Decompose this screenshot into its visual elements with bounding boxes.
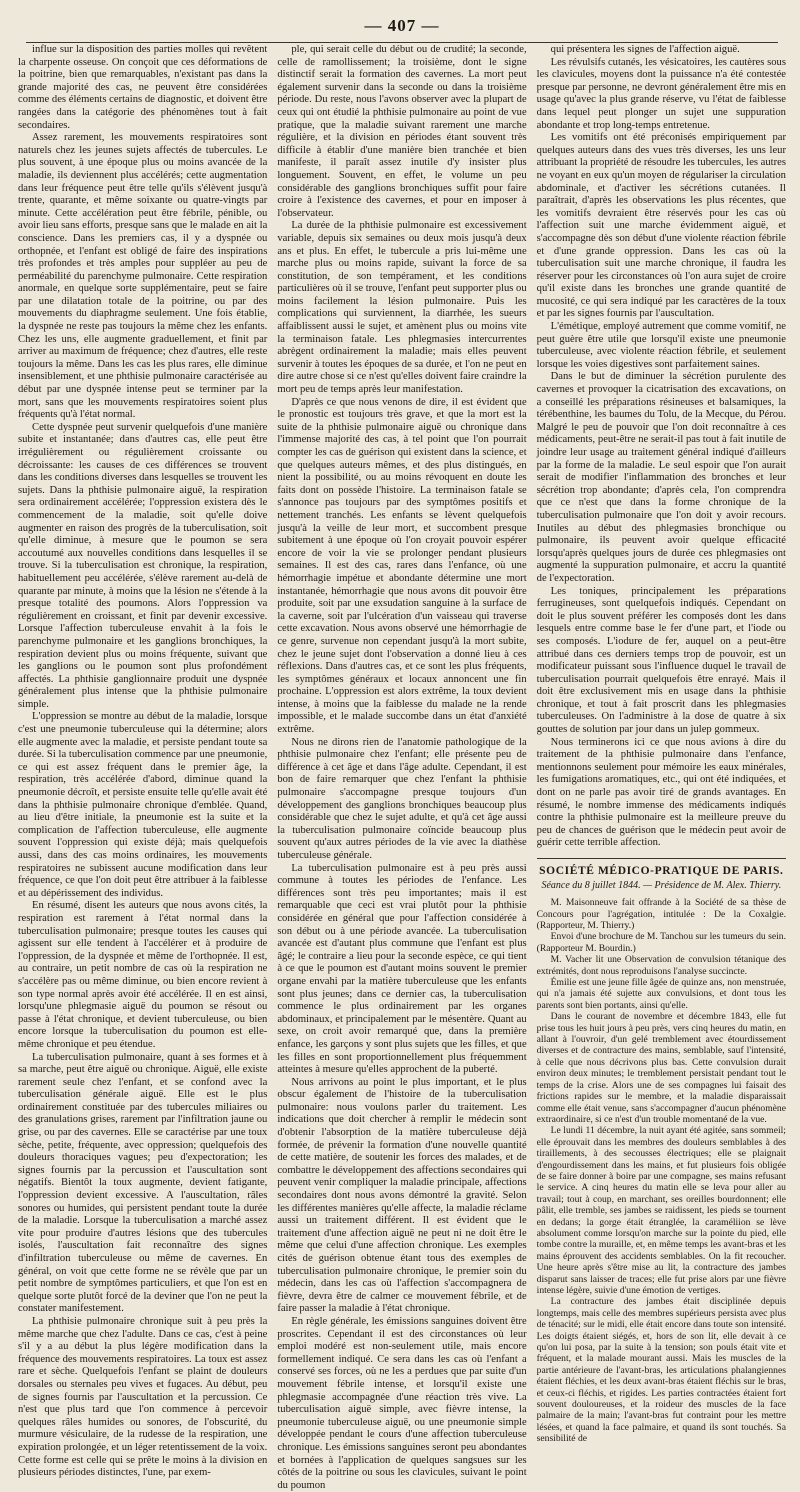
paragraph: En résumé, disent les auteurs que nous avons cités, la respiration est rarement à l'état normal dans la tuberculisation pulmonaire; presque toutes les causes qui agissent sur elle tendent à l'accélérer et à produire de l'oppression, de la dyspnée et même de l'orthopnée. Il est, au contraire, un petit nombre de cas où la respiration ne s'accélère pas ou même diminue, ou bien encore revient à son type normal après avoir été accélérée. Il en est ainsi, lorsqu'une phlegmasie aiguë du poumon se résout ou passe à l'état chronique, et devient tuberculeuse, ou bien encore lorsque la tuberculisation du poumon est elle-même chronique et peu étendue. <box>18 900 268 1050</box>
paragraph: Les vomitifs ont été préconisés empiriquement par quelques auteurs dans des vues très diverses, les uns leur attribuant la propriété de résoudre les tubercules, les autres ne voyant en eux qu'un moyen de régulariser la circulation abdominale, et d'activer les sécrétions cutanées. Il paraîtrait, d'après les observations les plus récentes, que les vomitifs devraient être réservés pour les cas où l'affection suit une marche évidemment aiguë, et s'accompagne dès son début d'une violente réaction fébrile et d'une grande oppression. Dans les cas où la tuberculisation suit une marche chronique, il faudra les réserver pour les circonstances où l'on aura sujet de croire qu'il existe dans les bronches une grande quantité de mucosité, ce qui sera indiqué par les caractères de la toux et par les signes fournis par l'auscultation. <box>536 132 786 320</box>
column-right-body <box>537 44 786 850</box>
paragraph: Les révulsifs cutanés, les vésicatoires, les cautères sous les clavicules, moyens dont la puissance n'a été contestée presque par personne, ne devront généralement être mis en usage qu'avec la plus grande réserve, vu l'état de faiblesse dans lequel peut plonger un sujet une suppuration abondante et trop long-temps entretenue. <box>536 56 786 131</box>
paragraph: Cette dyspnée peut survenir quelquefois d'une manière subite et instantanée; dans d'autres cas, elle peut être irrégulièrement ou régulièrement croissante ou décroissante: les causes de ces différences se trouvent dans les conditions diverses dans lesquelles se trouvent les sujets. Dans la phthisie pulmonaire aiguë, la respiration sera ordinairement accélérée; l'oppression existera dès le commencement de la maladie, soit qu'elle doive augmenter en raison des progrès de la tuberculisation, soit qu'elle diminue, à mesure que le poumon se sera accoutumé aux nouvelles conditions dans lesquelles il se trouve. Si la tuberculisation est chronique, la respiration, habituellement peu accélérée, s'élève rarement au-delà de quarante par minute, à moins que la lésion ne s'étende à la presque totalité des poumons. Alors l'oppression va régulièrement en croissant, et finit par devenir excessive. Lorsque l'affection tuberculeuse envahit à la fois le parenchyme pulmonaire et les ganglions bronchiques, la respiration devient plus ou moins fréquente, suivant que les ganglions ou le poumon sont plus profondément affectés. La phthisie ganglionnaire produit une dyspnée généralement plus intense que la phthisie pulmonaire simple. <box>18 421 268 710</box>
paragraph: L'émétique, employé autrement que comme vomitif, ne peut guère être utile que lorsqu'il existe une pneumonie tuberculeuse, avec violente réaction fébrile, et seulement lorsque les voies digestives sont parfaitement saines. <box>536 321 786 370</box>
paragraph: Dans le but de diminuer la sécrétion purulente des cavernes et provoquer la cicatrisation des excavations, on a conseillé les préparations résineuses et balsamiques, la térébenthine, les baumes du Tolu, de la Mecque, du Pérou. Malgré le peu de pouvoir que l'on doit reconnaître à ces médicaments, peut-être ne serait-il pas tout à fait inutile de joindre leur usage au traitement général indiqué d'ailleurs par la forme de la maladie. Le seul espoir que l'on aurait serait de modifier l'inflammation des bronches et leur sécrétion trop abondante; d'après cela, l'on comprendra que ce n'est que dans la forme chronique de la tuberculisation pulmonaire que l'on doit y avoir recours. Inutiles au début des phlegmasies bronchique ou pulmonaire, ils peuvent avoir quelque efficacité lorsqu'après quelques jours de durée ces phlegmasies ont augmenté la suppuration pulmonaire, et accru la quantité de l'expectoration. <box>536 371 786 584</box>
paragraph: La tuberculisation pulmonaire, quant à ses formes et à sa marche, peut être aiguë ou chronique. Aiguë, elle existe rarement seule chez l'enfant, et se confond avec la tuberculisation générale aiguë. Elle est le plus ordinairement constituée par des tubercules miliaires ou des granulations grises, rarement par l'infiltration jaune ou grise, ou par des cavernes. Elle se caractérise par une toux sèche, petite, fréquente, avec oppression; quelquefois des douleurs thoraciques vagues; peu d'expectoration; les signes fournis par la percussion et l'auscultation sont négatifs. Bientôt la toux augmente, devient fatigante, l'oppression devient excessive. A l'auscultation, râles sonores ou humides, qui persistent pendant toute la durée de la maladie. Lorsque la tuberculisation a marché assez vite pour produire d'autres lésions que des tubercules isolés, l'auscultation fait reconnaître des signes d'infiltration tuberculeuse ou même de cavernes. En général, on voit que cette forme ne se révèle que par un petit nombre de symptômes particuliers, et que l'on est en quelque sorte plutôt forcé de la deviner que l'on ne peut la constater manifestement. <box>18 1051 268 1315</box>
paragraph: Assez rarement, les mouvements respiratoires sont naturels chez les jeunes sujets affectés de tubercules. Le plus souvent, à une époque plus ou moins avancée de la maladie, ils deviennent plus accélérés; cette augmentation dans leur fréquence peut être telle qu'ils s'élèvent jusqu'à trente, quarante, et même soixante ou quatre-vingts par minute. Cette accélération peut être fébrile, pénible, ou avoir lieu sans efforts, presque sans que le malade en ait la conscience. Dans les premiers cas, il y a dyspnée ou orthopnée, et l'enfant est obligé de faire des inspirations très profondes et très amples pour suppléer au peu de perméabilité du parenchyme pulmonaire. Cette respiration anormale, en quelque sorte supplémentaire, peut se faire par une dilatation totale de la poitrine, ou par des mouvements du diaphragme seulement. Une fois établie, la dyspnée ne reste pas toujours la même chez les enfants. Chez les uns, elle augmente graduellement, et finit par arriver au maximum de fréquence; chez d'autres, elle reste toujours la même. Dans les cas les plus rares, elle diminue insensiblement, et une phthisie pulmonaire caractérisée au début par une dyspnée intense peut se terminer par la mort, sans que les mouvements respiratoires soient plus fréquents qu'à l'état normal. <box>18 132 268 421</box>
paragraph: La tuberculisation pulmonaire est à peu près aussi commune à toutes les périodes de l'enfance. Les différences sont très peu importantes; mais il est remarquable que ceci est vrai plutôt pour la phthisie considérée en général que pour l'affection considérée à son début ou à une période avancée. La tuberculisation avancée est d'autant plus commune que l'enfant est plus âgé; le contraire a lieu pour la seconde espèce, ce qui tient à ce que le poumon est d'autant moins souvent le premier organe envahi par la matière tuberculeuse que les enfants sont plus jeunes; dans ce dernier cas, la tuberculisation commence le plus ordinairement par les organes abdominaux, et principalement par le mésentère. Quant au sexe, on croit avoir remarqué que, dans la première enfance, les garçons y sont plus sujets que les filles, et que les filles en sont proportionnellement plus fréquemment atteintes à mesure qu'elles approchent de la puberté. <box>277 862 527 1076</box>
column-right <box>536 44 786 1445</box>
page-header <box>18 0 786 44</box>
page-number: — 407 — <box>364 16 440 35</box>
text-columns <box>18 44 786 1491</box>
paragraph: Les toniques, principalement les préparations ferrugineuses, sont quelquefois indiqués. Cependant on doit le plus souvent préférer les composés dont les dans lesquels entre comme base le fer d'une part, et l'iode ou ses composés. L'iodure de fer, auquel on a peut-être attribué dans ces derniers temps trop de pouvoir, est un modificateur puissant sous l'influence duquel le travail de tuberculisation pourrait quelquefois être enrayé. Mais il doit être exclusivement mis en usage dans la phthisie chronique, et tout à fait proscrit dans les phlegmasies tuberculeuses. On l'administre à la dose de quatre à six gouttes de solution par jour dans un julep gommeux. <box>536 585 786 736</box>
paragraph: D'après ce que nous venons de dire, il est évident que le pronostic est toujours très grave, et que la mort est la suite de la phthisie pulmonaire aiguë ou chronique dans l'immense majorité des cas, à tel point que l'on pourrait compter les cas de guérison qui existent dans la science, et que quelques auteurs mêmes, et des plus distingués, en nient la possibilité, ou au moins révoquent en doute les faits dont on possède l'histoire. La terminaison fatale se s'annonce pas toujours par des symptômes positifs et nettement tranchés. Les enfants se lèvent quelquefois jusqu'à la veille de leur mort, et succombent presque subitement à une époque où l'on croyait pouvoir espérer encore de voir la vie se prolonger pendant plusieurs semaines. Il est des cas, rares dans l'enfance, où une hémorrhagie impétue et abondante détermine une mort instantanée, hémorrhagie que nous avons dit pouvoir être produite, soit par une exsudation sanguine à la surface de la caverne, soit par l'ulcération d'un vaisseau qui traverse cette excavation. Nous avons observé une hémorrhagie de ce genre, survenue non cependant jusqu'à la mort subite, chez le jeune sujet dont l'observation a donné lieu à ces réflexions. Dans d'autres cas, et ce sont les plus fréquents, les symptômes généraux et locaux annoncent une fin prochaine. L'oppression est alors extrême, la toux devient intense, à moins que la faiblesse du malade ne la rende impossible, et le malade succombe dans un état d'anxiété extrême. <box>277 396 527 736</box>
paragraph: ple, qui serait celle du début ou de crudité; la seconde, celle de ramollissement; la troisième, dont le signe distinctif serait la formation des cavernes. La mort peut également survenir dans la seconde ou dans la troisième période. Du reste, nous l'avons observer avec la plupart de ceux qui ont étudié la phthisie pulmonaire au point de vue pratique, que la maladie suivant rarement une marche régulière, et la division en périodes étant souvent très difficile à établir d'une manière bien tranchée et bien manifeste, il paraît assez inutile d'y insister plus longuement. Souvent, en effet, le volume un peu considérable des ganglions bronchiques suffit pour faire croire à l'existence des cavernes, et pour en imposer à l'observateur. <box>277 44 527 219</box>
section-body <box>537 897 786 1445</box>
paragraph: En règle générale, les émissions sanguines doivent être proscrites. Cependant il est des circonstances où leur emploi modéré est non-seulement utile, mais encore formellement indiqué. Ce sera dans les cas où l'enfant a conservé ses forces, où ne les a perdues que par suite d'un mouvement fébrile intense, et lorsqu'il existe une phlegmasie accompagnée d'une réaction très vive. La tuberculisation aiguë simple, avec fièvre intense, la pneumonie tuberculeuse aiguë, ou une pneumonie simple développée pendant le cours d'une affection tuberculeuse chronique. Les émissions sanguines seront peu abondantes et bornées à l'application de quelques sangsues sur les côtés de la poitrine ou sous les clavicules, suivant le point du poumon <box>277 1315 527 1491</box>
paragraph: Dans le courant de novembre et décembre 1843, elle fut prise tous les huit jours à peu près, vers cinq heures du matin, en allant à l'ouvroir, d'un gelé tremblement avec étourdissement diverses et de contracture des mains, semblable, sauf l'intensité, à celle que nous décrivons plus bas. Cette convulsion durait environ deux minutes; le tremblement persistait pendant tout le temps de la crise. Alors une de ses compagnes lui faisait des frictions rapides sur le membre, et la maladie disparaissait comme elle était venue, sans s'accompagner d'aucun phénomène extraordinaire, si ce n'est d'un trouble momentané de la vue. <box>536 1011 786 1125</box>
column-middle <box>277 44 527 1491</box>
header-rule <box>26 42 778 43</box>
paragraph: La phthisie pulmonaire chronique suit à peu près la même marche que chez l'adulte. Dans ce cas, c'est à peine s'il y a au début la plus légère modification dans la fréquence des mouvements respiratoires. La toux est assez rare et sèche. Quelquefois l'enfant se plaint de douleurs dorsales ou sternales peu vives et fugaces. Au début, peu de signes fournis par l'auscultation et la percussion. Ce n'est que plus tard que l'on commence à percevoir quelques râles humides ou sonores, de l'obscurité, du murmure vésiculaire, de la rudesse de la respiration, une expiration prolongée, et un léger retentissement de la voix. Cette forme est celle qui se prête le moins à la division en plusieurs périodes distinctes, l'une, par exem- <box>18 1315 268 1479</box>
paragraph: M. Maisonneuve fait offrande à la Société de sa thèse de Concours pour l'agrégation, intitulée : De la Coxalgie. (Rapporteur, M. Thierry.) <box>536 897 786 931</box>
paragraph: Nous terminerons ici ce que nous avions à dire du traitement de la phthisie pulmonaire dans l'enfance, mentionnons seulement pour mémoire les eaux minérales, les fumigations aromatiques, etc., qui ont été indiquées, et dont on ne parle pas avoir tiré de grands avantages. En résumé, le nombre immense des médicaments indiqués contre la phthisie pulmonaire est la meilleure preuve du peu de chances de guérison que le médecin peut avoir de guérir cette terrible affection. <box>536 736 786 849</box>
paragraph: M. Vacher lit une Observation de convulsion tétanique des extrémités, dont nous reproduisons l'analyse succincte. <box>536 954 786 977</box>
paragraph: La contracture des jambes était disciplinée depuis longtemps, mais celle des membres supérieurs persista avec plus de ténacité; sur le midi, elle était encore dans toute son intensité. Les doigts étaient siégés, et, hors de son lit, elle devait à ce qu'on lui posa, par la suite à la tension; son pouls était vite et fréquent, et la malade mourant aussi. Mais les muscles de la partie antérieure de l'avant-bras, les articulations phalangiennes étaient fléchies, et les deux avant-bras étaient fléchis sur le bras, et ceux-ci fléchis, et rigides. Les parties contractées étaient fort souvent douloureuses, et la roideur des muscles de la face palmaire de la main; l'avant-bras fut contraint pour les mettre lésées, et quand la face palmaire, et quand ils sont touchés. Sa sensibilité de <box>536 1296 786 1445</box>
section-title: SOCIÉTÉ MÉDICO-PRATIQUE DE PARIS. <box>537 858 786 878</box>
paragraph: Émilie est une jeune fille âgée de quinze ans, non menstruée, qui n'a jamais été sujette aux convulsions, et dont tous les parents sont bien portants, ainsi qu'elle. <box>536 977 786 1011</box>
paragraph: influe sur la disposition des parties molles qui revêtent la charpente osseuse. On conçoit que ces déformations de la poitrine, bien que remarquables, n'existant pas dans la grande majorité des cas, ne peuvent être considérées comme des éléments certains de diagnostic, et doivent être rangées dans la catégorie des phénomènes tout à fait secondaires. <box>18 44 268 131</box>
paragraph: La durée de la phthisie pulmonaire est excessivement variable, depuis six semaines ou deux mois jusqu'à deux ans et plus. En effet, le tubercule a pris lui-même une marche plus ou moins rapide, suivant la force de sa constitution, de son tempérament, et les conditions particulières où il se trouve, l'enfant peut supporter plus ou moins facilement la lésion pulmonaire. Puis les complications qui surviennent, la diarrhée, les sueurs affaiblissent aussi le sujet, et amènent plus ou moins vite la terminaison fatale. Les phlegmasies intercurrentes abrègent ordinairement la maladie; mais elles peuvent survenir à toutes les époques de sa durée, et l'on ne peut en dire autre chose si ce n'est qu'elles doivent faire craindre la mort peu de temps après leur manifestation. <box>277 220 527 396</box>
paragraph: Nous ne dirons rien de l'anatomie pathologique de la phthisie pulmonaire chez l'enfant; elle présente peu de différence à cet âge et dans l'âge adulte. Cependant, il est bon de faire remarquer que chez l'enfant la phthisie pulmonaire s'accompagne presque toujours d'un développement des ganglions bronchiques beaucoup plus considérable que chez le sujet adulte, et qu'à cet âge aussi la tuberculisation pulmonaire coïncide beaucoup plus souvent qu'aux autres périodes de la vie avec la diathèse tuberculeuse générale. <box>277 736 527 861</box>
paragraph: Le lundi 11 décembre, la nuit ayant été agitée, sans sommeil; elle éprouvait dans les membres des douleurs semblables à des tiraillements, à des secousses électriques; elle se plaignait d'engourdissement dans les mains, et fut plusieurs fois obligée de se faire donner à boire par une compagne, ses mains refusant le service. A cinq heures du matin elle se leva pour aller au travail; tout à coup, en marchant, ses oreilles bourdonnent; elle pâlit, elle tremble, ses jambes se raidissent, les pieds se tournent en dedans; la gorge était étranglée, la caraméliion se lève absolument comme lorsqu'on marche sur la pointe du pied, elle tombe contre la muraille, et, en même temps les avant-bras et les mains éprouvent des accidents semblables. On la fit recoucher. Une heure après s'être mise au lit, la contracture des jambes disparut sans laisser de traces; elle fut prise alors par une fièvre intense légère, suivie d'une émotion de vertiges. <box>536 1125 786 1296</box>
paragraph: Nous arrivons au point le plus important, et le plus obscur également de l'histoire de la tuberculisation pulmonaire: nous voulons parler du traitement. Les indications que doit chercher à remplir le médecin sont d'obtenir l'absorption de la matière tuberculeuse déjà formée, de prévenir la formation d'une nouvelle quantité de cette matière, de soutenir les forces des malades, et de combattre le développement des affections secondaires qui peuvent venir compliquer la maladie principale, affections secondaires dont nous avons démontré la gravité. Selon les différentes manières qu'elle affecte, la maladie réclame aussi un traitement différent. Il est évident que le traitement d'une affection aiguë ne peut ni ne doit être le même que celui d'une affection chronique. Les exemples cités de guérison obtenue étant tous des exemples de tuberculisation pulmonaire chronique, le premier soin du médecin, dans les cas où l'affection s'accompagnera de fièvre, devra être de calmer ce mouvement fébrile, et de faire passer la maladie à l'état chronique. <box>277 1076 527 1315</box>
column-left <box>18 44 268 1479</box>
paragraph: Envoi d'une brochure de M. Tanchou sur les tumeurs du sein. (Rapporteur M. Bourdin.) <box>536 931 786 954</box>
section-subtitle: Séance du 8 juillet 1844. — Présidence de M. Alex. Thierry. <box>541 879 782 891</box>
paragraph: qui présentera les signes de l'affection aiguë. <box>550 44 740 55</box>
paragraph: L'oppression se montre au début de la maladie, lorsque c'est une pneumonie tuberculeuse qui la détermine; alors elle augmente avec la maladie, et persiste pendant toute sa durée. Si la tuberculisation commence par une pneumonie, ce qui est assez fréquent dans le premier âge, la respiration, très accélérée d'abord, diminue quand la pneumonie décroît, et persiste ensuite telle qu'elle avait été dans la phthisie pulmonaire chronique d'emblée. Quand, au lieu d'être initiale, la pneumonie est la suite et la complication de l'affection tuberculeuse, elle augmente souvent l'oppression qui existe déjà; mais quelquefois aussi, dans des cas moins ordinaires, les mouvements respiratoires ne subissent aucune modification dans leur fréquence, ce que l'on doit peut être attribuer à la faiblesse et au dépérissement des individus. <box>18 711 268 899</box>
